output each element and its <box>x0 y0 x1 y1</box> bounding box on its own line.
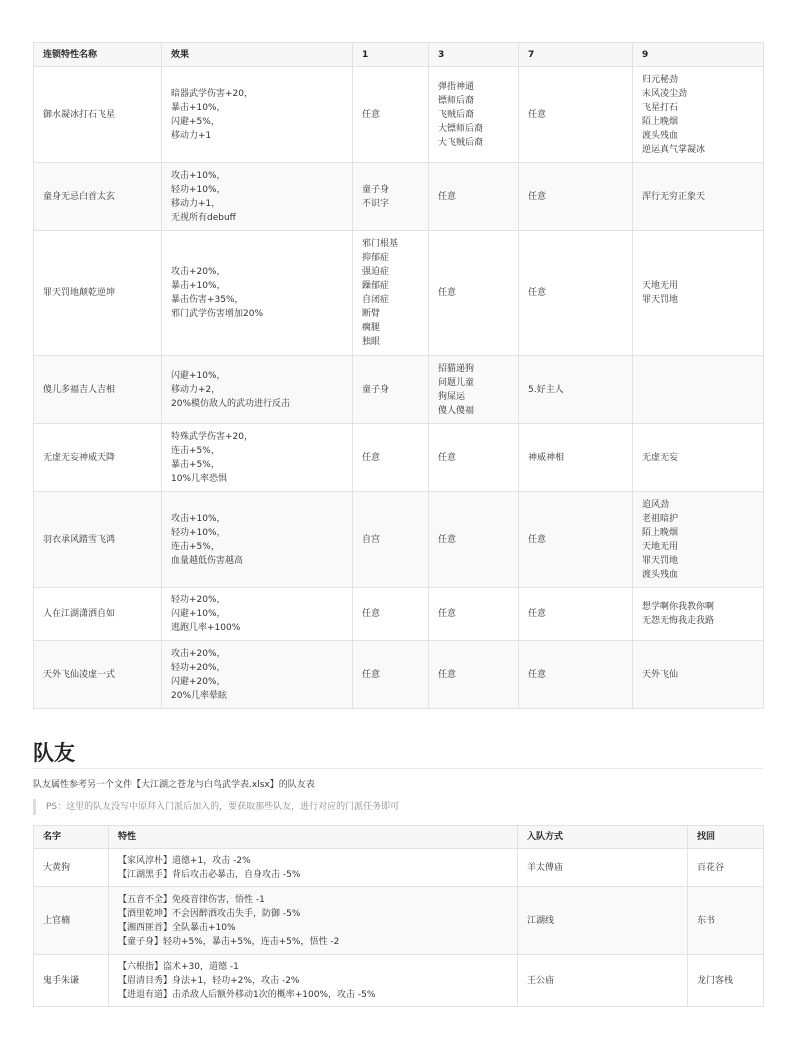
trait-name-cell: 人在江湖潇洒自如 <box>34 588 162 641</box>
chain-trait-table <box>33 42 764 709</box>
cell-line: 天外飞仙 <box>642 669 679 680</box>
trait-name-cell: 罪天罚地颠乾逆坤 <box>34 231 162 356</box>
cell-line: 20%模仿敌人的武功进行反击 <box>171 398 291 409</box>
section-divider <box>33 768 763 769</box>
table-row <box>34 641 764 709</box>
cell-line: 童子身 <box>362 184 390 195</box>
cell-line: 连击+5%， <box>171 541 220 552</box>
header-level-1: 1 <box>353 43 429 67</box>
cell-line: 邪门根基 <box>362 239 399 249</box>
section-title-teammates: 队友 <box>33 741 75 765</box>
header-level-7: 7 <box>519 43 633 67</box>
cell-line: 【江湖黑手】背后攻击必暴击，自身攻击 -5% <box>118 869 301 880</box>
level-1-cell <box>353 492 429 588</box>
level-3-cell <box>429 641 519 709</box>
level-3-cell <box>429 163 519 231</box>
teammate-name-cell: 上官楠 <box>34 887 109 955</box>
cell-line: 狗屎运 <box>438 391 466 402</box>
cell-line: 未风凌尘劲 <box>642 88 688 99</box>
table-row <box>34 163 764 231</box>
cell-line: 闪避+10%， <box>171 370 226 381</box>
cell-line: 20%几率晕眩 <box>171 690 228 701</box>
cell-line: 轻功+10%， <box>171 184 226 195</box>
cell-line: 【六根指】盗术+30，道德 -1 <box>118 961 239 972</box>
cell-line: 暗器武学伤害+20， <box>171 88 253 99</box>
effect-cell <box>162 492 353 588</box>
cell-line: 任意 <box>528 109 547 120</box>
header-join-method: 入队方式 <box>518 826 688 849</box>
cell-line: 陌上晚烟 <box>642 527 679 538</box>
cell-line: 10%几率恐惧 <box>171 473 228 484</box>
level-7-cell <box>519 641 633 709</box>
cell-line: 暴击伤害+35%， <box>171 295 244 305</box>
table-row <box>34 492 764 588</box>
cell-line: 5.好主人 <box>528 384 564 395</box>
cell-line: 任意 <box>528 534 547 545</box>
cell-line: 任意 <box>362 669 381 680</box>
level-7-cell <box>519 588 633 641</box>
level-9-cell <box>633 641 764 709</box>
level-3-cell <box>429 231 519 356</box>
table-row <box>34 887 764 955</box>
teammate-join-cell: 江湖线 <box>518 887 688 955</box>
cell-line: 神威神相 <box>528 452 565 463</box>
teammate-table-body <box>34 849 764 1007</box>
cell-line: 天地无用 <box>642 281 679 291</box>
cell-line: 无怨无悔我走我路 <box>642 616 715 626</box>
cell-line: 招猫递狗 <box>438 363 475 374</box>
cell-line: 攻击+10%， <box>171 170 226 181</box>
cell-line: 童子身 <box>362 384 390 395</box>
cell-line: 任意 <box>438 288 457 298</box>
effect-cell <box>162 424 353 492</box>
effect-cell <box>162 163 353 231</box>
cell-line: 追风劲 <box>642 499 670 510</box>
header-effect: 效果 <box>162 43 353 67</box>
teammate-traits-cell <box>109 887 518 955</box>
effect-cell <box>162 67 353 163</box>
cell-line: 飞星打石 <box>642 102 679 113</box>
cell-line: 闪避+10%， <box>171 609 226 619</box>
table-header-row <box>34 43 764 67</box>
cell-line: 【进退有道】击杀敌人后额外移动1次的概率+100%，攻击 -5% <box>118 989 376 1000</box>
level-3-cell <box>429 588 519 641</box>
cell-line: 天地无用 <box>642 541 679 552</box>
cell-line: 归元秘劲 <box>642 74 679 85</box>
cell-line: 弹指神通 <box>438 81 475 92</box>
level-9-cell <box>633 163 764 231</box>
cell-line: 任意 <box>362 609 381 619</box>
teammate-table <box>33 825 764 1007</box>
cell-line: 傻人傻福 <box>438 405 475 416</box>
cell-line: 渡头残血 <box>642 569 679 580</box>
cell-line: 逆运真气掌凝冰 <box>642 144 706 155</box>
teammate-recover-cell: 东书 <box>688 887 764 955</box>
cell-line: 任意 <box>438 609 457 619</box>
cell-line: 任意 <box>438 191 457 202</box>
cell-line: 任意 <box>438 452 457 463</box>
level-1-cell <box>353 356 429 424</box>
level-7-cell <box>519 231 633 356</box>
cell-line: 暴击+5%， <box>171 459 220 470</box>
table-row <box>34 424 764 492</box>
trait-name-cell: 无虚无妄神威天降 <box>34 424 162 492</box>
chain-table-body <box>34 67 764 709</box>
cell-line: 渡头残血 <box>642 130 679 141</box>
level-9-cell <box>633 231 764 356</box>
header-trait-name: 连锁特性名称 <box>34 43 162 67</box>
cell-line: 独眼 <box>362 337 381 347</box>
cell-line: 轻功+20%， <box>171 595 226 605</box>
cell-line: 问题儿童 <box>438 377 475 388</box>
effect-cell <box>162 231 353 356</box>
cell-line: 飞贼后裔 <box>438 109 475 120</box>
level-7-cell <box>519 424 633 492</box>
cell-line: 【湘西匪首】全队暴击+10% <box>118 922 236 933</box>
cell-line: 移动力+2， <box>171 384 221 395</box>
level-1-cell <box>353 641 429 709</box>
cell-line: 暴击+10%， <box>171 281 226 291</box>
cell-line: 自闭症 <box>362 295 390 305</box>
level-1-cell <box>353 231 429 356</box>
header-name: 名字 <box>34 826 109 849</box>
level-7-cell <box>519 356 633 424</box>
level-3-cell <box>429 424 519 492</box>
cell-line: 无视所有debuff <box>171 212 236 223</box>
trait-name-cell: 傻儿多福吉人吉相 <box>34 356 162 424</box>
teammate-recover-cell: 龙门客栈 <box>688 955 764 1007</box>
teammate-join-cell: 王公庙 <box>518 955 688 1007</box>
cell-line: 任意 <box>528 609 547 619</box>
cell-line: 强迫症 <box>362 267 390 277</box>
level-1-cell <box>353 588 429 641</box>
effect-cell <box>162 356 353 424</box>
cell-line: 【童子身】轻功+5%，暴击+5%，连击+5%，悟性 -2 <box>118 936 340 947</box>
level-7-cell <box>519 163 633 231</box>
teammate-recover-cell: 百花谷 <box>688 849 764 887</box>
cell-line: 想学啊你我教你啊 <box>642 602 715 612</box>
cell-line: 任意 <box>362 109 381 120</box>
cell-line: 断臂 <box>362 309 381 319</box>
teammate-traits-cell <box>109 955 518 1007</box>
trait-name-cell: 天外飞仙凌虚一式 <box>34 641 162 709</box>
teammate-join-cell: 羊太傅庙 <box>518 849 688 887</box>
level-3-cell <box>429 492 519 588</box>
level-7-cell <box>519 492 633 588</box>
cell-line: 镖师后裔 <box>438 95 475 106</box>
level-7-cell <box>519 67 633 163</box>
level-3-cell <box>429 67 519 163</box>
cell-line: 自宫 <box>362 534 381 545</box>
teammate-name-cell: 鬼手朱谦 <box>34 955 109 1007</box>
trait-name-cell: 童身无忌白首太玄 <box>34 163 162 231</box>
cell-line: 闪避+5%， <box>171 116 220 127</box>
cell-line: 大飞贼后裔 <box>438 137 484 148</box>
cell-line: 【五音不全】免疫音律伤害，悟性 -1 <box>118 894 265 905</box>
effect-cell <box>162 588 353 641</box>
cell-line: 任意 <box>528 669 547 680</box>
cell-line: 轻功+10%， <box>171 527 226 538</box>
cell-line: 浑行无穷正象天 <box>642 191 706 202</box>
cell-line: 抑郁症 <box>362 253 390 263</box>
cell-line: 【酒里乾坤】不会因醉酒攻击失手，防御 -5% <box>118 908 301 919</box>
cell-line: 逃跑几率+100% <box>171 623 241 633</box>
cell-line: 【家风淳朴】道德+1，攻击 -2% <box>118 855 251 866</box>
cell-line: 移动力+1 <box>171 130 212 141</box>
cell-line: 大镖师后裔 <box>438 123 484 134</box>
cell-line: 罪天罚地 <box>642 555 679 566</box>
cell-line: 移动力+1， <box>171 198 221 209</box>
level-1-cell <box>353 163 429 231</box>
table-row <box>34 955 764 1007</box>
cell-line: 罪天罚地 <box>642 295 679 305</box>
teammate-name-cell: 大黄狗 <box>34 849 109 887</box>
table-row <box>34 67 764 163</box>
cell-line: 【眉清目秀】身法+1，轻功+2%，攻击 -2% <box>118 975 300 986</box>
cell-line: 任意 <box>438 669 457 680</box>
level-1-cell <box>353 67 429 163</box>
header-traits: 特性 <box>109 826 518 849</box>
cell-line: 陌上晚烟 <box>642 116 679 127</box>
level-9-cell <box>633 492 764 588</box>
cell-line: 轻功+20%， <box>171 662 226 673</box>
level-9-cell <box>633 588 764 641</box>
cell-line: 邪门武学伤害增加20% <box>171 309 264 319</box>
level-9-cell <box>633 356 764 424</box>
cell-line: 特殊武学伤害+20， <box>171 431 253 442</box>
table-header-row <box>34 826 764 849</box>
cell-line: 闪避+20%， <box>171 676 226 687</box>
cell-line: 无虚无妄 <box>642 452 679 463</box>
teammate-note: PS：这里的队友没写中原拜入门派后加入的，要获取那些队友，进行对应的门派任务即可 <box>33 799 772 815</box>
cell-line: 老祖暗护 <box>642 513 679 524</box>
table-row <box>34 588 764 641</box>
cell-line: 任意 <box>362 452 381 463</box>
cell-line: 任意 <box>438 534 457 545</box>
cell-line: 暴击+10%， <box>171 102 226 113</box>
cell-line: 攻击+10%， <box>171 513 226 524</box>
cell-line: 任意 <box>528 288 547 298</box>
cell-line: 攻击+20%， <box>171 267 226 277</box>
level-9-cell <box>633 67 764 163</box>
level-1-cell <box>353 424 429 492</box>
teammate-traits-cell <box>109 849 518 887</box>
cell-line: 不识字 <box>362 198 390 209</box>
cell-line: 任意 <box>528 191 547 202</box>
table-row <box>34 849 764 887</box>
trait-name-cell: 羽衣承风踏雪飞鸿 <box>34 492 162 588</box>
cell-line: 瘸腿 <box>362 323 381 333</box>
effect-cell <box>162 641 353 709</box>
cell-line: 攻击+20%， <box>171 648 226 659</box>
header-recover: 找回 <box>688 826 764 849</box>
cell-line: 躁郁症 <box>362 281 390 291</box>
level-3-cell <box>429 356 519 424</box>
level-9-cell <box>633 424 764 492</box>
table-row <box>34 231 764 356</box>
table-row <box>34 356 764 424</box>
cell-line: 连击+5%， <box>171 445 220 456</box>
teammate-description: 队友属性参考另一个文件【大江湖之苍龙与白鸟武学表.xlsx】的队友表 <box>33 780 315 790</box>
cell-line: 血量越低伤害越高 <box>171 555 244 566</box>
header-level-9: 9 <box>633 43 764 67</box>
header-level-3: 3 <box>429 43 519 67</box>
trait-name-cell: 御水凝冰打石飞星 <box>34 67 162 163</box>
